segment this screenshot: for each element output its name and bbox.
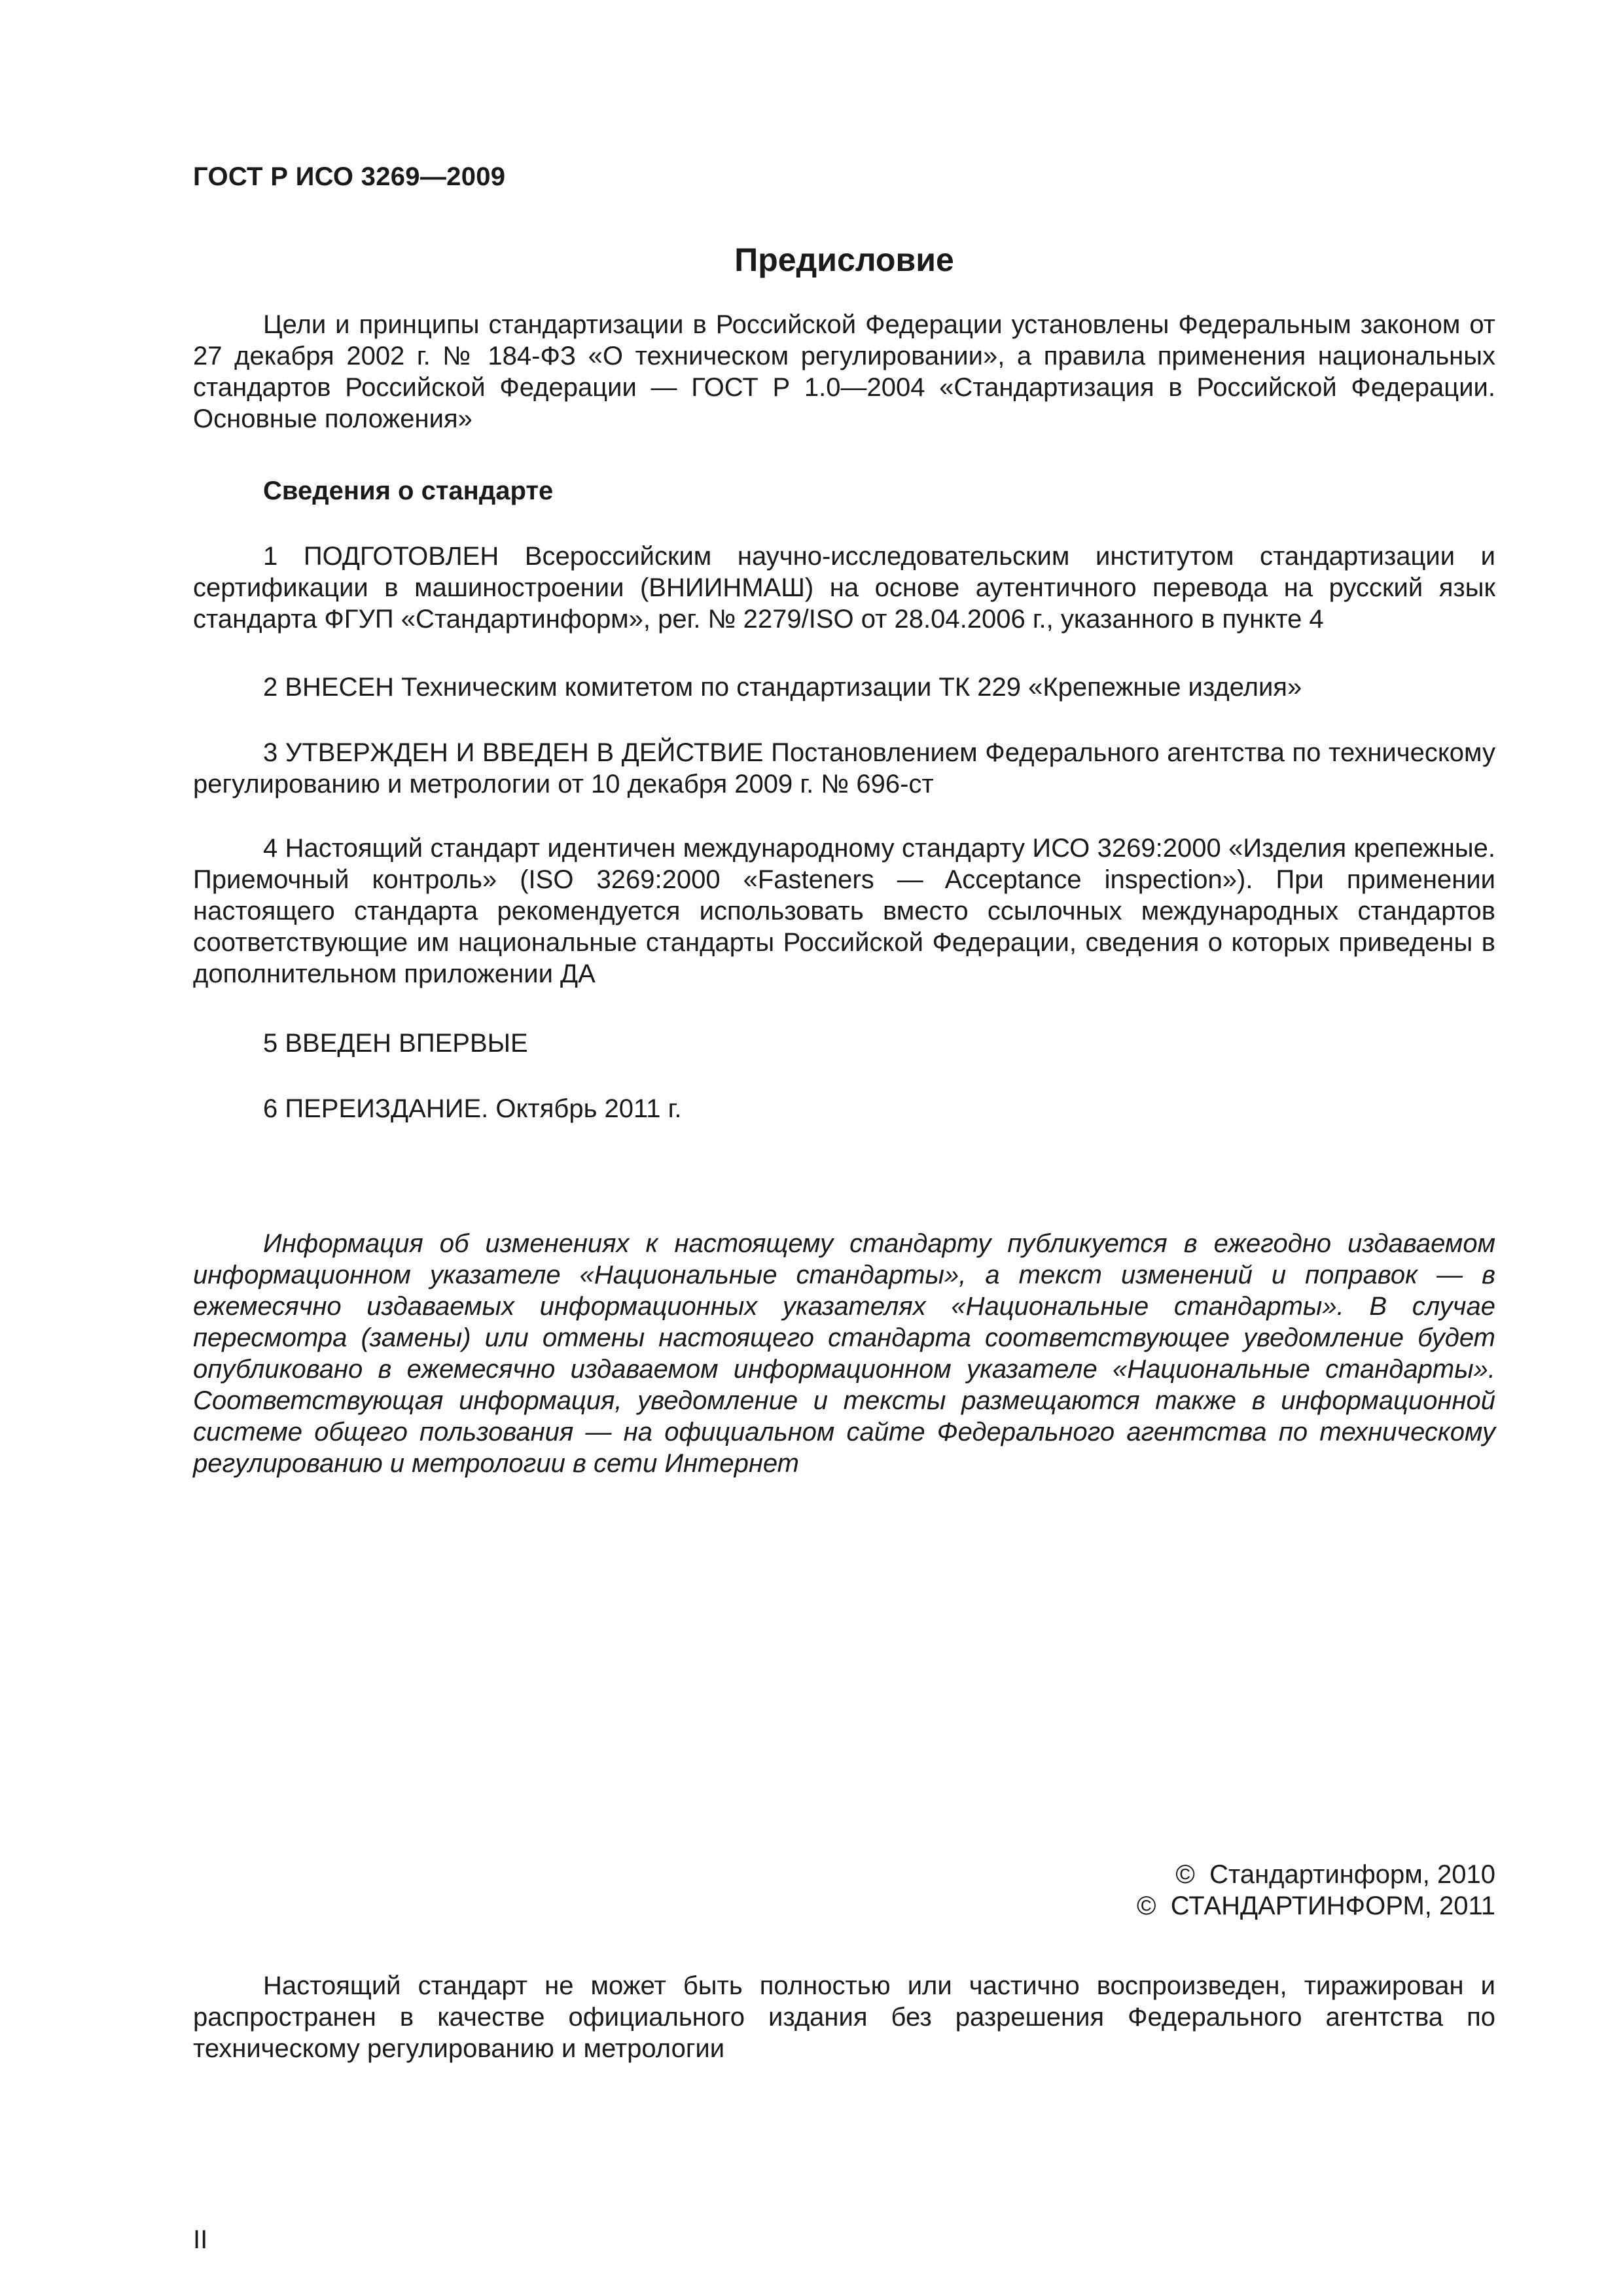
item-6-block bbox=[193, 1093, 1495, 1124]
info-item-3: 3 УТВЕРЖДЕН И ВВЕДЕН В ДЕЙСТВИЕ Постановлением Федерального агентства по техническому регулированию и метрологии от 10 декабря 2009 г. № 696-ст bbox=[193, 738, 1495, 798]
page-title: Предисловие bbox=[734, 242, 954, 278]
item-5-block bbox=[193, 1028, 1495, 1059]
info-item-4: 4 Настоящий стандарт идентичен международному стандарту ИСО 3269:2000 «Изделия крепежные. Приемочный контроль» (ISO 3269:2000 «Fasteners — Acceptance inspection»). При применении настоящего стандарта рекомендуется использовать вместо ссылочных международных стандартов соответствующие им национальные стандарты Российской Федерации, сведения о которых приведены в дополнительном приложении ДА bbox=[193, 834, 1495, 988]
standard-designation: ГОСТ Р ИСО 3269—2009 bbox=[193, 162, 506, 191]
info-heading-block bbox=[193, 475, 1495, 507]
page-number: II bbox=[193, 2225, 208, 2254]
info-heading: Сведения о стандарте bbox=[263, 476, 554, 505]
item-1-block bbox=[193, 541, 1495, 635]
copyright-line-2: © СТАНДАРТИНФОРМ, 2011 bbox=[1137, 1892, 1495, 1920]
info-item-1: 1 ПОДГОТОВЛЕН Всероссийским научно-исследовательским институтом стандартизации и сертификации в машиностроении (ВНИИНМАШ) на основе аутентичного перевода на русский язык стандарта ФГУП «Стандартинформ», рег. № 2279/ISO от 28.04.2006 г., указанного в пункте 4 bbox=[193, 542, 1495, 634]
info-item-6: 6 ПЕРЕИЗДАНИЕ. Октябрь 2011 г. bbox=[263, 1094, 682, 1123]
item-3-block bbox=[193, 737, 1495, 800]
item-4-block bbox=[193, 833, 1495, 990]
reproduction-block bbox=[193, 1970, 1495, 2064]
copyright-block bbox=[1137, 1859, 1495, 1922]
notice-block bbox=[193, 1228, 1495, 1479]
copyright-line-1: © Стандартинформ, 2010 bbox=[1175, 1860, 1495, 1889]
reproduction-notice: Настоящий стандарт не может быть полностью или частично воспроизведен, тиражирован и распространен в качестве официального издания без разрешения Федерального агентства по техническому регулированию и метрологии bbox=[193, 1971, 1495, 2063]
info-item-2: 2 ВНЕСЕН Техническим комитетом по стандартизации ТК 229 «Крепежные изделия» bbox=[263, 673, 1302, 702]
intro-block bbox=[193, 309, 1495, 435]
info-item-5: 5 ВВЕДЕН ВПЕРВЫЕ bbox=[263, 1029, 528, 1058]
item-2-block bbox=[193, 672, 1495, 703]
changes-notice: Информация об изменениях к настоящему стандарту публикуется в ежегодно издаваемом информационном указателе «Национальные стандарты», а текст изменений и поправок — в ежемесячно издаваемых информационных указателях «Национальные стандарты». В случае пересмотра (замены) или отмены настоящего стандарта соответствующее уведомление будет опубликовано в ежемесячно издаваемом информационном указателе «Национальные стандарты». Соответствующая информация, уведомление и тексты размещаются также в информационной системе общего пользования — на официальном сайте Федерального агентства по техническому регулированию и метрологии в сети Интернет bbox=[193, 1229, 1495, 1478]
intro-paragraph: Цели и принципы стандартизации в Российской Федерации установлены Федеральным законом от 27 декабря 2002 г. № 184-ФЗ «О техническом регулировании», а правила применения национальных стандартов Российской Федерации — ГОСТ Р 1.0—2004 «Стандартизация в Российской Федерации. Основные положения» bbox=[193, 310, 1495, 433]
